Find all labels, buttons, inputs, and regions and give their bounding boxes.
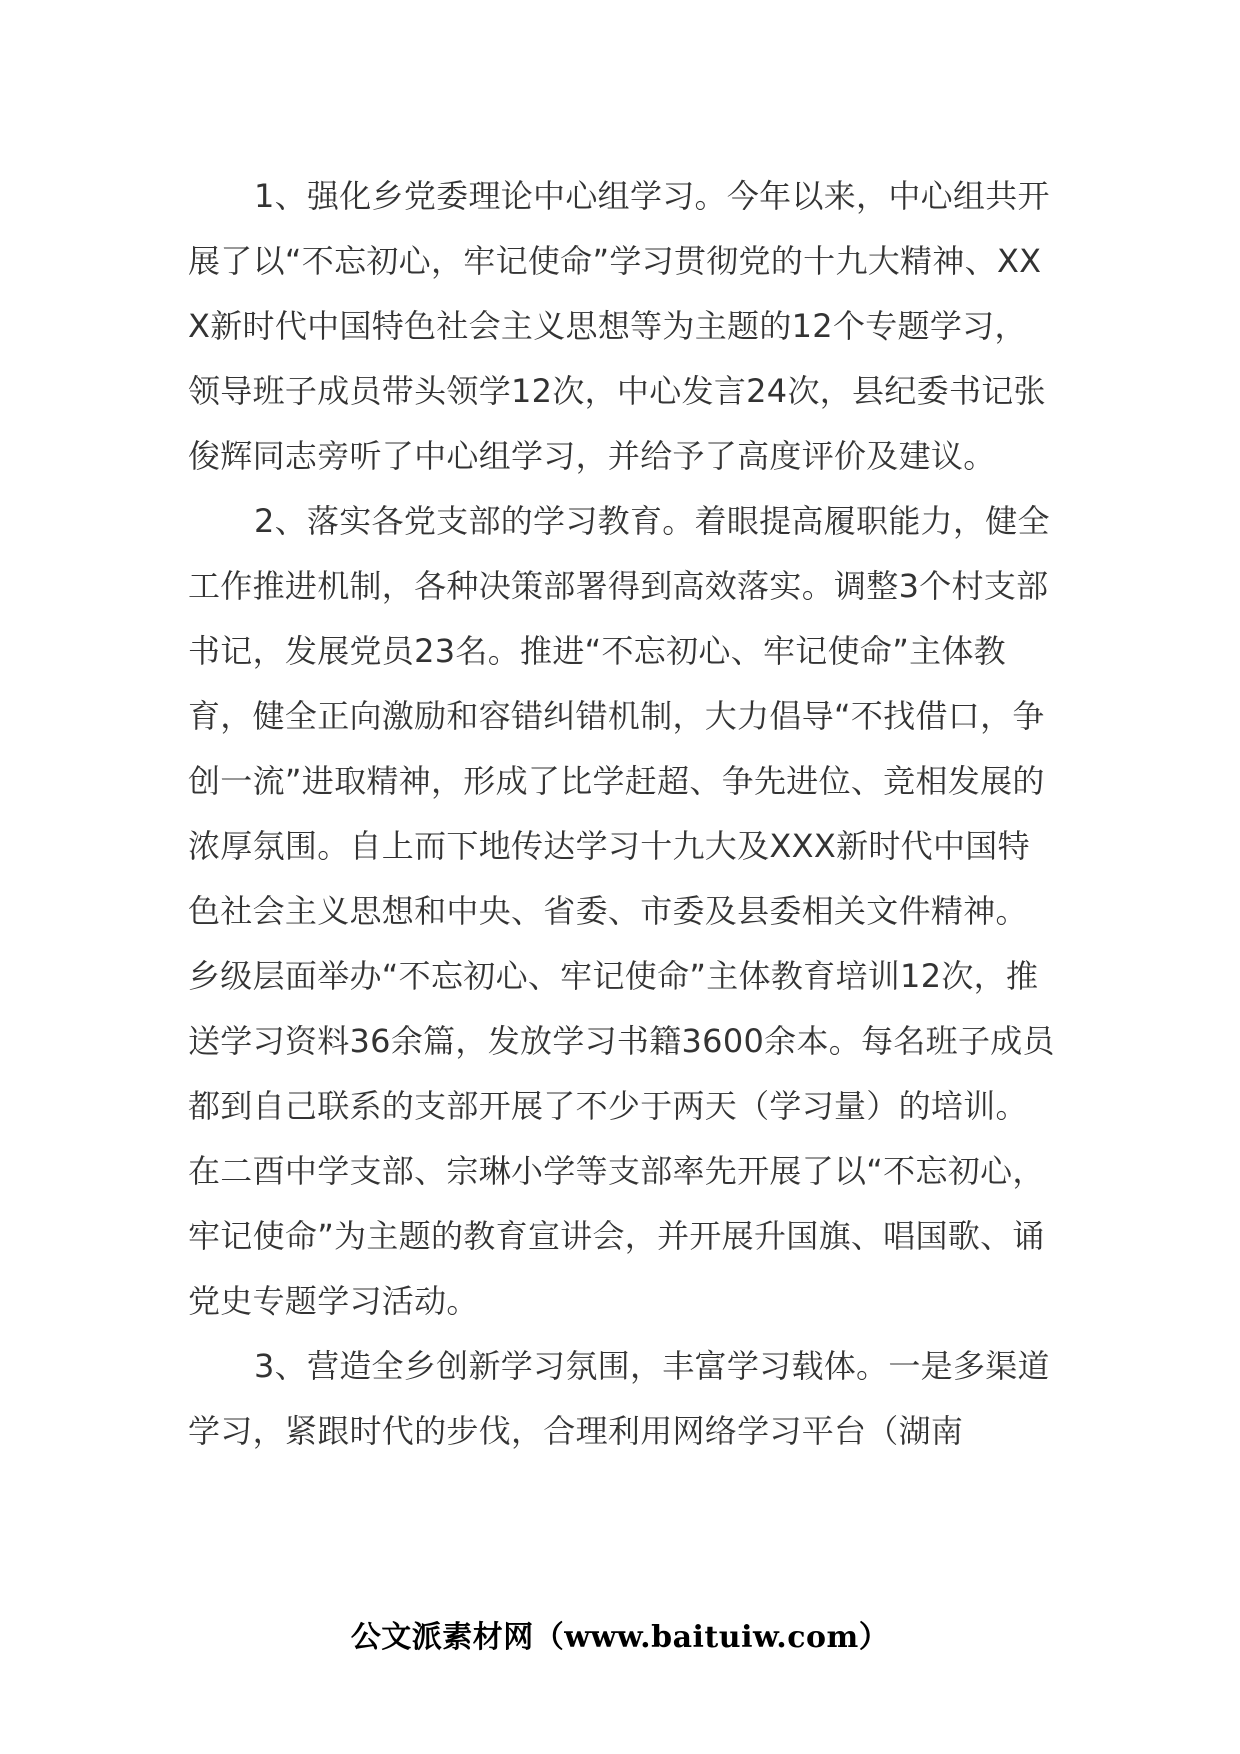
document-body [188, 164, 1058, 1464]
paragraph-3: 3、营造全乡创新学习氛围，丰富学习载体。一是多渠道学习，紧跟时代的步伐，合理利用网络学习平台（湖南 [188, 1347, 1050, 1450]
footer-watermark-text: 公文派素材网（www.baituiw.com） [350, 1620, 890, 1655]
paragraph-1: 1、强化乡党委理论中心组学习。今年以来，中心组共开展了以“不忘初心，牢记使命”学习贯彻党的十九大精神、XXX新时代中国特色社会主义思想等为主题的12个专题学习，领导班子成员带头领学12次，中心发言24次，县纪委书记张俊辉同志旁听了中心组学习，并给予了高度评价及建议。 [188, 177, 1050, 475]
paragraph-2: 2、落实各党支部的学习教育。着眼提高履职能力，健全工作推进机制，各种决策部署得到高效落实。调整3个村支部书记，发展党员23名。推进“不忘初心、牢记使命”主体教育，健全正向激励和容错纠错机制，大力倡导“不找借口，争创一流”进取精神，形成了比学赶超、争先进位、竞相发展的浓厚氛围。自上而下地传达学习十九大及XXX新时代中国特色社会主义思想和中央、省委、市委及县委相关文件精神。乡级层面举办“不忘初心、牢记使命”主体教育培训12次，推送学习资料36余篇，发放学习书籍3600余本。每名班子成员都到自己联系的支部开展了不少于两天（学习量）的培训。在二酉中学支部、宗琳小学等支部率先开展了以“不忘初心，牢记使命”为主题的教育宣讲会，并开展升国旗、唱国歌、诵党史专题学习活动。 [188, 502, 1055, 1320]
